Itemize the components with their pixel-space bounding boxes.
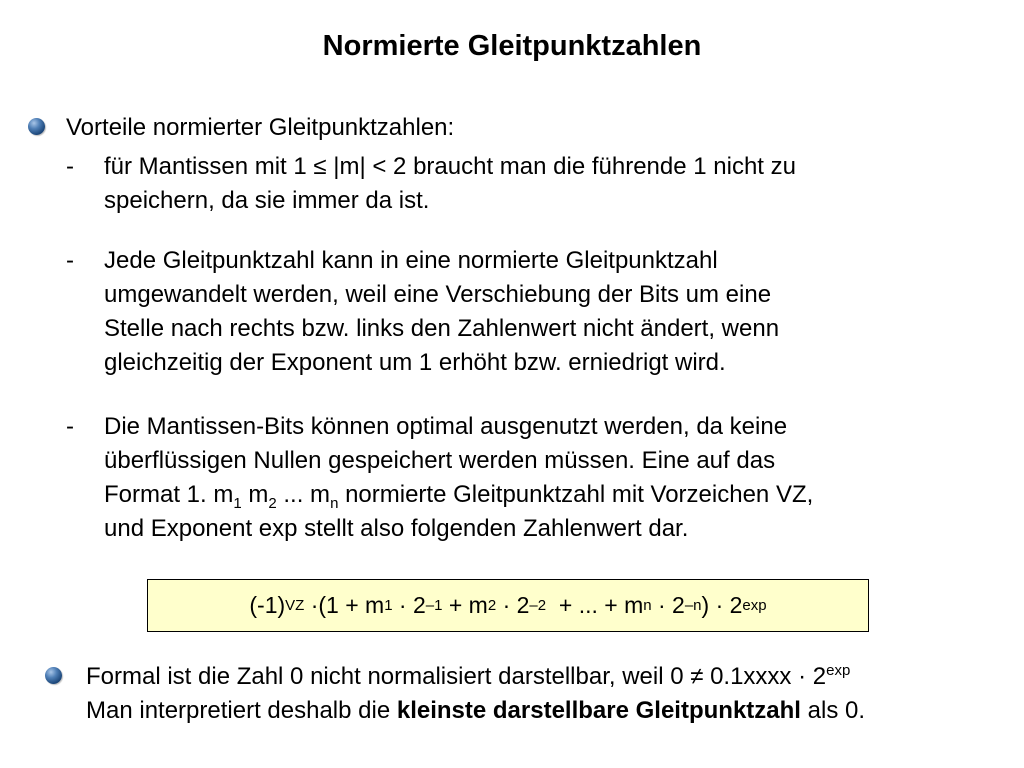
formula-part: · 2 xyxy=(392,592,426,618)
text-fragment: Formal ist die Zahl 0 nicht normalisiert darstellbar, weil 0 ≠ 0.1xxxx · 2 xyxy=(86,663,827,690)
formula-part: · 2 xyxy=(496,592,530,618)
item-1-line: für Mantissen mit 1 ≤ |m| < 2 braucht man die führende 1 nicht zu xyxy=(104,153,796,180)
dash-marker: - xyxy=(66,413,74,440)
item-3-line xyxy=(104,478,813,512)
item-2-line: Jede Gleitpunktzahl kann in eine normierte Gleitpunktzahl xyxy=(104,247,718,274)
item-1-text xyxy=(104,150,796,218)
formula-part: · 2 xyxy=(651,592,685,618)
bullet-icon xyxy=(28,118,45,135)
superscript: exp xyxy=(826,662,851,679)
text-fragment: ... m xyxy=(276,481,331,508)
text-fragment: m xyxy=(241,481,269,508)
item-3-line: und Exponent exp stellt also folgenden Zahlenwert dar. xyxy=(104,515,689,542)
item-2-line: gleichzeitig der Exponent um 1 erhöht bzw. erniedrigt wird. xyxy=(104,349,726,376)
item-3-line: überflüssigen Nullen gespeichert werden müssen. Eine auf das xyxy=(104,447,776,474)
subscript: 1 xyxy=(233,494,242,512)
dash-marker: - xyxy=(66,247,74,274)
formula-part: + m xyxy=(442,592,488,618)
formula-box: (-1) VZ ·(1 + m 1 · 2 –1 + m 2 · 2 –2 + ... + m n · 2 –n ) · 2 exp xyxy=(147,579,869,632)
text-fragment: als 0. xyxy=(800,697,865,724)
section2-line-1 xyxy=(86,660,850,694)
item-2-line: Stelle nach rechts bzw. links den Zahlenwert nicht ändert, wenn xyxy=(104,315,780,342)
bullet-icon xyxy=(45,667,62,684)
section1-heading: Vorteile normierter Gleitpunktzahlen: xyxy=(66,114,455,141)
item-2-line: umgewandelt werden, weil eine Verschiebung der Bits um eine xyxy=(104,281,772,308)
item-3-line: Die Mantissen-Bits können optimal ausgenutzt werden, da keine xyxy=(104,413,788,440)
item-2-text xyxy=(104,244,779,380)
formula-part: + ... + m xyxy=(546,592,644,618)
section2-line-2 xyxy=(86,694,865,728)
item-3-text xyxy=(104,410,813,546)
emphasis-text: kleinste darstellbare Gleitpunktzahl xyxy=(396,697,801,724)
formula-part: ) · 2 xyxy=(701,592,743,618)
dash-marker: - xyxy=(66,153,74,180)
text-fragment: Format 1. m xyxy=(104,481,234,508)
text-fragment: normierte Gleitpunktzahl mit Vorzeichen VZ, xyxy=(338,481,814,508)
slide-title: Normierte Gleitpunktzahlen xyxy=(322,30,702,62)
formula-part: (-1) xyxy=(249,592,286,618)
subscript: 2 xyxy=(268,494,277,512)
item-1-line: speichern, da sie immer da ist. xyxy=(104,187,430,214)
subscript: n xyxy=(330,494,339,512)
formula-part: ·(1 + m xyxy=(304,592,385,618)
text-fragment: Man interpretiert deshalb die xyxy=(86,697,397,724)
